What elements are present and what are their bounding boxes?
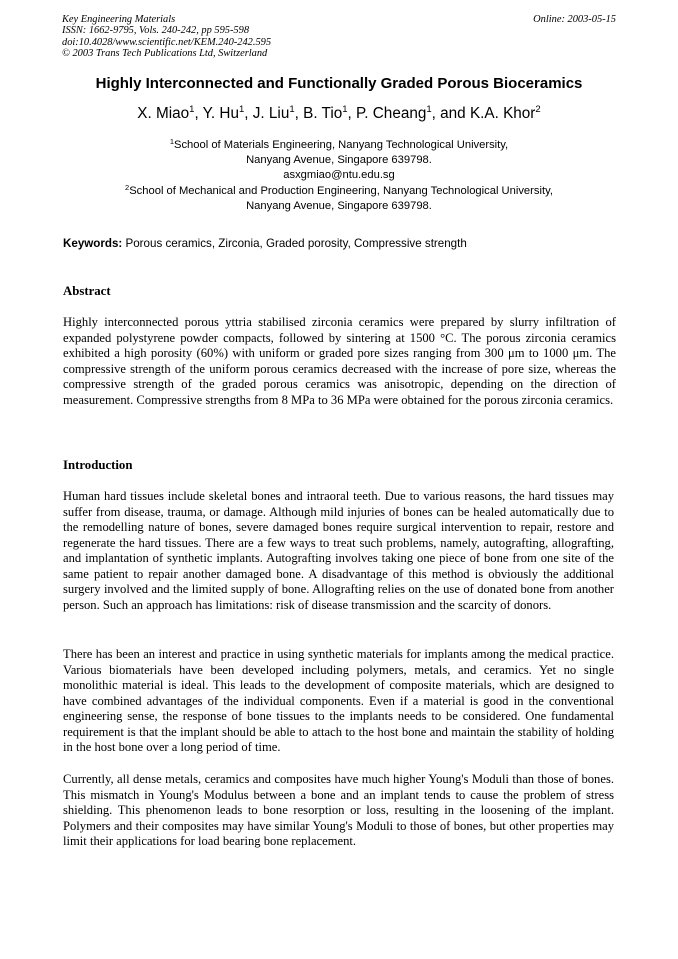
keywords-text: Porous ceramics, Zirconia, Graded porosity, Compressive strength	[122, 237, 467, 250]
affiliation-1-line-1: School of Materials Engineering, Nanyang Technological University,	[174, 139, 509, 151]
abstract-text: Highly interconnected porous yttria stabilised zirconia ceramics were prepared by slurry infiltration of expanded polystyrene powder compacts, followed by sintering at 1500 °C. The porous zirconia ceramics exhibited a high porosity (60%) with uniform or graded pore sizes ranging from 300 μm to 1000 μm. The compressive strength of the uniform porous ceramics decreased with the increase of pore size, whereas the compressive strength of the graded porous ceramics was anisotropic, depending on the direction of measurement. Compressive strengths from 8 MPa to 36 MPa were obtained for the porous zirconia ceramics.	[63, 315, 616, 407]
paper-title: Highly Interconnected and Functionally Graded Porous Bioceramics	[95, 75, 583, 92]
abstract-heading: Abstract	[63, 284, 111, 298]
author-name: J. Liu	[252, 105, 290, 122]
author-affiliation-mark: 1	[289, 104, 295, 115]
author-separator: ,	[347, 105, 357, 122]
author-email: asxgmiao@ntu.edu.sg	[283, 169, 395, 182]
keywords	[63, 237, 617, 250]
author-separator: , and	[431, 105, 470, 122]
affiliation-mark: 2	[125, 182, 130, 192]
copyright-line: © 2003 Trans Tech Publications Ltd, Switzerland	[62, 48, 268, 60]
online-date: Online: 2003-05-15	[533, 14, 616, 25]
affiliation-mark: 1	[169, 137, 174, 146]
author-affiliation-mark: 1	[189, 104, 195, 115]
author-name: P. Cheang	[356, 105, 427, 122]
affiliation-1-line-2: Nanyang Avenue, Singapore 639798.	[246, 154, 432, 167]
author-name: B. Tio	[303, 105, 343, 122]
affiliations	[62, 138, 616, 214]
introduction-paragraph-3: Currently, all dense metals, ceramics and composites have much higher Young's Moduli than those of bones. This mismatch in Young's Modulus between a bone and an implant tends to cause the problem of stress shielding. This phenomenon leads to bone resorption or loss, resulting in the loosening of the implant. Polymers and their composites may have similar Young's Moduli to those of bones, but other properties may limit their applications for load bearing bone replacement.	[63, 772, 614, 848]
author-affiliation-mark: 2	[535, 104, 541, 115]
author-affiliation-mark: 1	[426, 104, 432, 115]
affiliation-2-line-1: School of Mechanical and Production Engineering, Nanyang Technological University,	[129, 184, 553, 197]
issn-line: ISSN: 1662-9795, Vols. 240-242, pp 595-598	[62, 25, 250, 37]
keywords-label: Keywords:	[63, 237, 123, 250]
author-name: X. Miao	[137, 105, 190, 122]
author-affiliation-mark: 1	[342, 104, 348, 115]
author-affiliation-mark: 1	[238, 104, 245, 115]
introduction-heading: Introduction	[63, 458, 133, 472]
affiliation-2-line-2: Nanyang Avenue, Singapore 639798.	[246, 199, 432, 212]
author-name: K.A. Khor	[469, 105, 536, 122]
author-separator: ,	[244, 105, 253, 122]
introduction-paragraph-1: Human hard tissues include skeletal bones and intraoral teeth. Due to various reasons, the hard tissues may suffer from disease, trauma, or damage. Although mild injuries of bones can be healed automatically due to the remodelling nature of bones, severe damaged bones require surgical intervention to repair, restore and regenerate the hard tissues. There are a few ways to treat such problems, namely, autografting, allografting, and implantation of synthetic implants. Autografting involves taking one piece of bone from one site of the same patient to repair another damaged bone. A disadvantage of this method is obviously the additional surgery involved and the limited supply of bone. Allografting relies on the use of donated bone from another person. Such an approach has limitations: risk of disease transmission and the scarcity of donors.	[63, 489, 614, 612]
introduction-paragraph-2: There has been an interest and practice in using synthetic materials for implants among the medical practice. Various biomaterials have been developed including polymers, metals, and ceramics. Yet no single monolithic material is ideal. This leads to the development of composite materials, which are designed to have combined advantages of the individual components. Even if a material is good in the conventional engineering sense, the response of bone tissues to the implants needs to be considered. One fundamental requirement is that the implant should be able to attach to the host bone and maintain the stability of holding in the host bone over a long period of time.	[63, 647, 614, 754]
author-separator: ,	[194, 105, 203, 122]
journal-header	[62, 14, 616, 60]
author-separator: ,	[294, 105, 304, 122]
author-list	[62, 105, 616, 123]
doi-line: doi:10.4028/www.scientific.net/KEM.240-242.595	[62, 36, 272, 48]
journal-name: Key Engineering Materials	[62, 14, 176, 25]
author-name: Y. Hu	[202, 105, 239, 122]
